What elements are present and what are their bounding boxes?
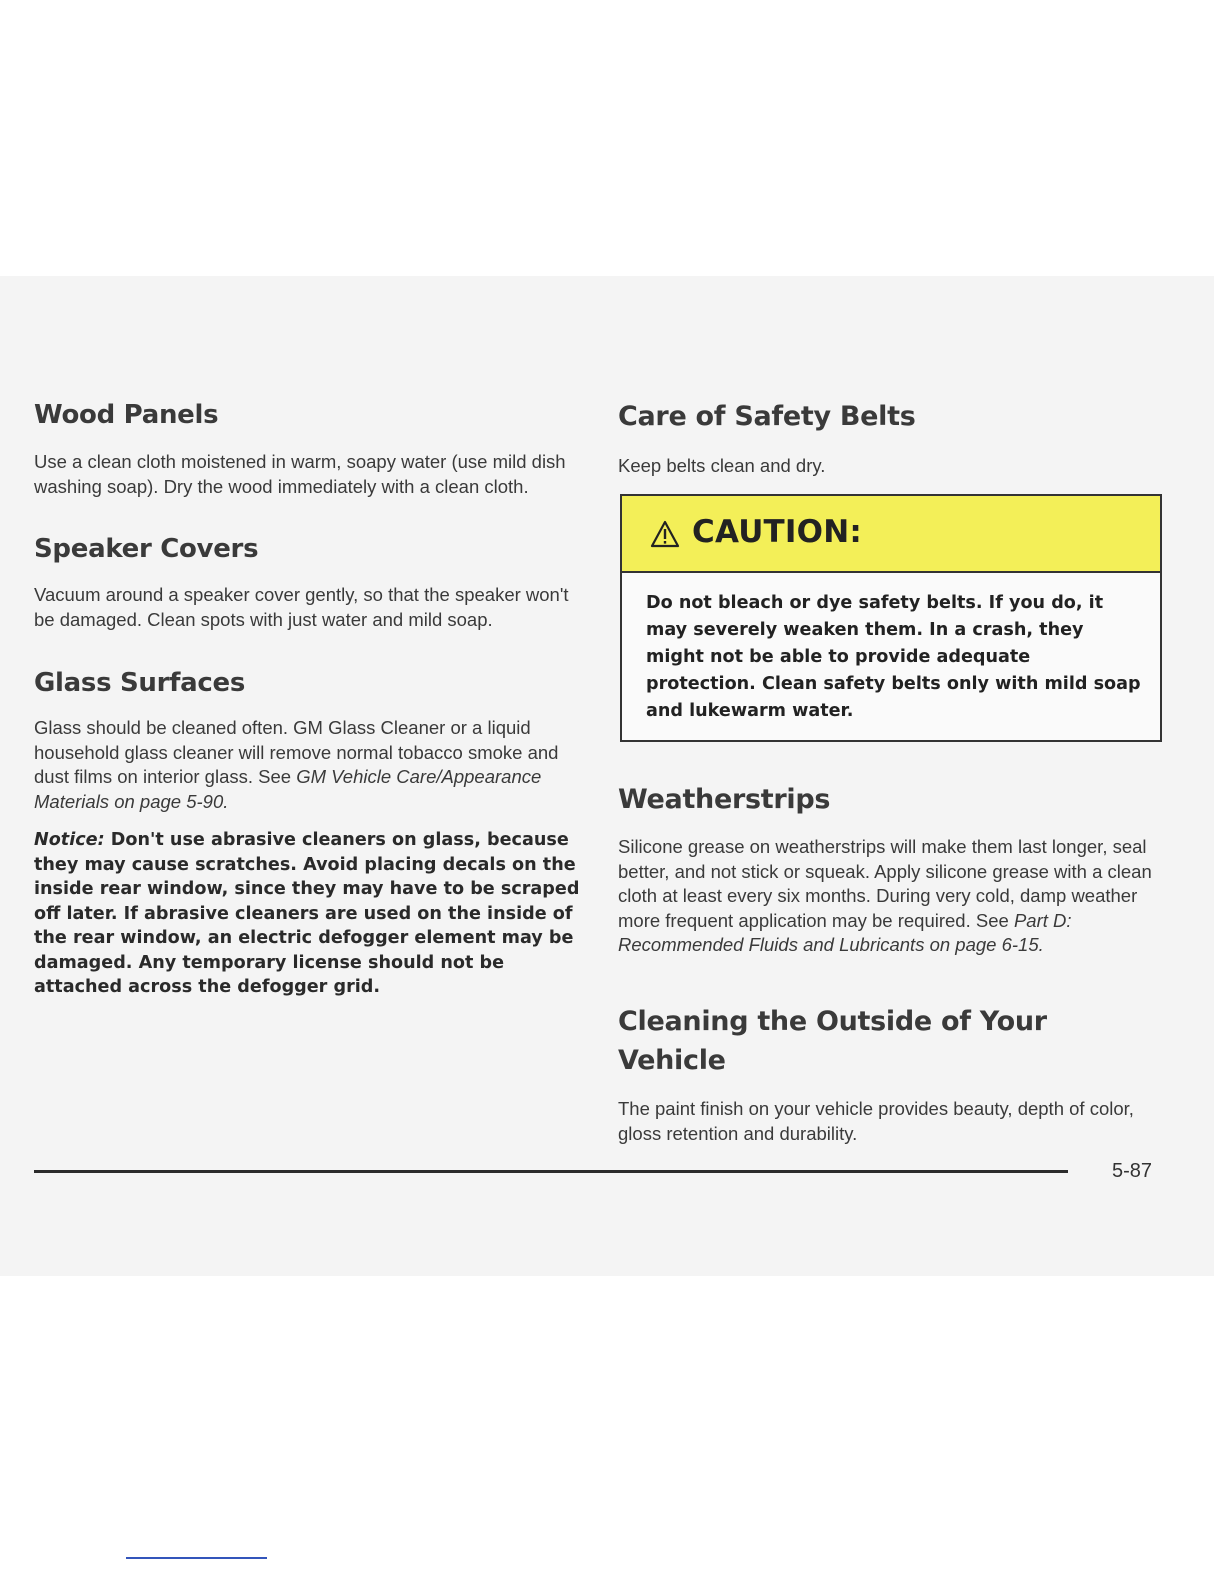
- notice-text: Don't use abrasive cleaners on glass, because they may cause scratches. Avoid placing decals on the inside rear window, since they may have to be scraped off later. If abrasive cleaners are used on the inside of the rear window, an electric defogger element may be damaged. Any temporary license should not be attached across the defogger grid.: [34, 830, 580, 997]
- caution-title: CAUTION:: [692, 514, 862, 550]
- footer-rule: [34, 1170, 1068, 1173]
- glass-surfaces-text: [34, 716, 580, 814]
- safety-belts-heading: Care of Safety Belts: [618, 401, 916, 432]
- speaker-covers-heading: Speaker Covers: [34, 534, 259, 564]
- weatherstrips-heading: Weatherstrips: [618, 784, 831, 815]
- caution-text: Do not bleach or dye safety belts. If you do, it may severely weaken them. In a crash, they might not be able to provide adequate protection. Clean safety belts only with mild soap and lukewarm water.: [646, 593, 1141, 721]
- wood-panels-heading: Wood Panels: [34, 400, 219, 430]
- weatherstrips-body: Silicone grease on weatherstrips will make them last longer, seal better, and not stick or squeak. Apply silicone grease with a clean cloth at least every six months. During very cold, damp weather more frequent application may be required. See: [618, 836, 1152, 931]
- cleaning-outside-text: The paint finish on your vehicle provides beauty, depth of color, gloss retention and durability.: [618, 1098, 1134, 1144]
- page-number: 5-87: [1112, 1160, 1153, 1182]
- weatherstrips-text: [618, 835, 1164, 958]
- notice-label: Notice:: [34, 830, 105, 850]
- bottom-link-underline: [126, 1557, 267, 1559]
- cleaning-outside-heading-line2: Vehicle: [618, 1045, 726, 1076]
- caution-header: [622, 496, 1160, 573]
- glass-cleaner-reference: GM Vehicle Care/Appearance Materials on page 5-90.: [34, 766, 542, 812]
- manual-page: [0, 276, 1214, 1276]
- wood-panels-text: Use a clean cloth moistened in warm, soapy water (use mild dish washing soap). Dry the wood immediately with a clean cloth.: [34, 451, 566, 497]
- glass-notice: [34, 828, 582, 1000]
- glass-surfaces-body: Glass should be cleaned often. GM Glass Cleaner or a liquid household glass cleaner will remove normal tobacco smoke and dust films on interior glass. See: [34, 717, 559, 787]
- safety-belts-text: Keep belts clean and dry.: [618, 455, 826, 476]
- lubricants-reference: Part D: Recommended Fluids and Lubricants on page 6-15.: [618, 909, 1072, 955]
- speaker-covers-text: Vacuum around a speaker cover gently, so that the speaker won't be damaged. Clean spots with just water and mild soap.: [34, 584, 569, 630]
- glass-surfaces-heading: Glass Surfaces: [34, 668, 246, 698]
- cleaning-outside-heading-line1: Cleaning the Outside of Your: [618, 1006, 1047, 1037]
- warning-triangle-icon: [650, 520, 680, 548]
- caution-box: [620, 494, 1162, 742]
